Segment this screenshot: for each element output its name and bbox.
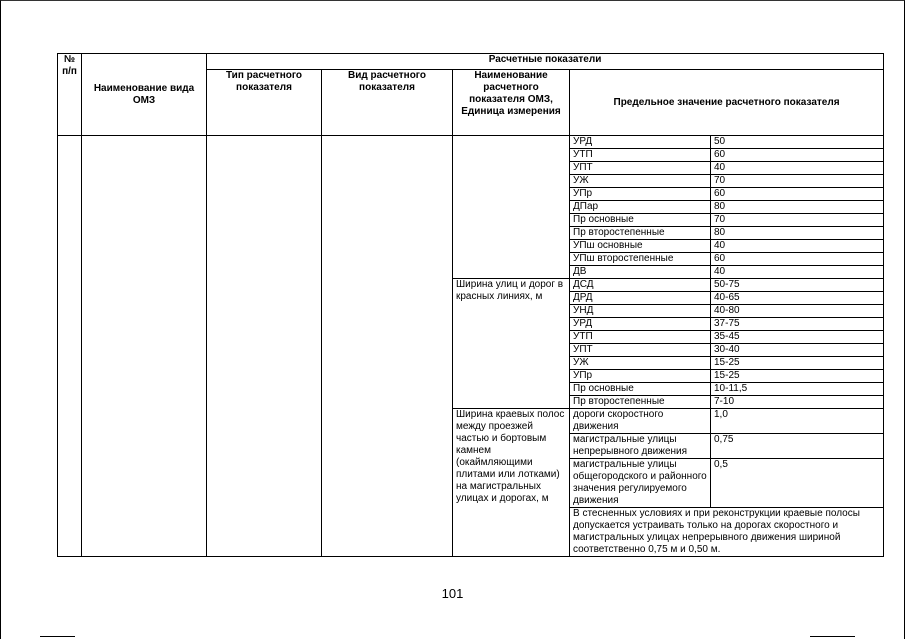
row-value: 37-75 (711, 318, 884, 331)
row-label: Пр основные (570, 214, 711, 227)
row-label: Пр основные (570, 383, 711, 396)
bottom-rule-right (810, 636, 855, 637)
row-value: 35-45 (711, 331, 884, 344)
row-label: магистральные улицы общегородского и районного значения регулируемого движения (570, 459, 711, 508)
row-value: 70 (711, 175, 884, 188)
row-value: 7-10 (711, 396, 884, 409)
row-value: 70 (711, 214, 884, 227)
row-label: УНД (570, 305, 711, 318)
row-label: УЖ (570, 357, 711, 370)
row-label: УТП (570, 331, 711, 344)
header-name-unit: Наименование расчетного показателя ОМЗ, Единица измерения (453, 70, 570, 136)
row-value: 60 (711, 188, 884, 201)
row-label: УТП (570, 149, 711, 162)
row-value: 10-11,5 (711, 383, 884, 396)
edge-strips-note: В стесненных условиях и при реконструкции краевые полосы допускается устраивать только на дорогах скоростного и магистральных улицах непрерывного движения шириной соответственно 0,75 м и 0,50 м. (570, 508, 884, 557)
row-label: УРД (570, 136, 711, 149)
row-label: ДРД (570, 292, 711, 305)
row-label: ДВ (570, 266, 711, 279)
row-label: УРД (570, 318, 711, 331)
edge-strips-name: Ширина краевых полос между проезжей частью и бортовым камнем (окаймляющими плитами или лотками) на магистральных улицах и дорогах, м (453, 409, 570, 557)
row-label: Пр второстепенные (570, 227, 711, 240)
row-value: 0,5 (711, 459, 884, 508)
row-label: УЖ (570, 175, 711, 188)
indicators-table (57, 53, 884, 557)
row-label: Пр второстепенные (570, 396, 711, 409)
header-calc: Расчетные показатели (207, 54, 884, 70)
row-value: 60 (711, 253, 884, 266)
row-label: УПр (570, 188, 711, 201)
row-value: 40-80 (711, 305, 884, 318)
type-cell (207, 136, 322, 557)
row-value: 0,75 (711, 434, 884, 459)
num-cell (58, 136, 82, 557)
row-label: УПш второстепенные (570, 253, 711, 266)
omz-name-cell (82, 136, 207, 557)
header-type: Тип расчетного показателя (207, 70, 322, 136)
row-label: УПТ (570, 162, 711, 175)
width-streets-name: Ширина улиц и дорог в красных линиях, м (453, 279, 570, 409)
row-value: 80 (711, 227, 884, 240)
kind-cell (322, 136, 453, 557)
row-value: 40-65 (711, 292, 884, 305)
row-value: 40 (711, 162, 884, 175)
indicator-name-cell (453, 136, 570, 279)
row-value: 50-75 (711, 279, 884, 292)
row-value: 40 (711, 266, 884, 279)
row-value: 40 (711, 240, 884, 253)
header-limit: Предельное значение расчетного показателя (570, 70, 884, 136)
table-row (58, 136, 884, 149)
page-number: 101 (441, 586, 464, 601)
row-value: 50 (711, 136, 884, 149)
row-label: магистральные улицы непрерывного движения (570, 434, 711, 459)
row-value: 30-40 (711, 344, 884, 357)
row-label: УПш основные (570, 240, 711, 253)
row-value: 60 (711, 149, 884, 162)
bottom-rule-left (40, 636, 75, 637)
row-value: 15-25 (711, 370, 884, 383)
row-label: ДСД (570, 279, 711, 292)
header-name-omz: Наименование вида ОМЗ (82, 54, 207, 136)
row-value: 80 (711, 201, 884, 214)
row-label: дороги скоростного движения (570, 409, 711, 434)
row-label: ДПар (570, 201, 711, 214)
row-value: 1,0 (711, 409, 884, 434)
row-label: УПТ (570, 344, 711, 357)
header-kind: Вид расчетного показателя (322, 70, 453, 136)
row-value: 15-25 (711, 357, 884, 370)
header-num: № п/п (58, 54, 82, 136)
row-label: УПр (570, 370, 711, 383)
